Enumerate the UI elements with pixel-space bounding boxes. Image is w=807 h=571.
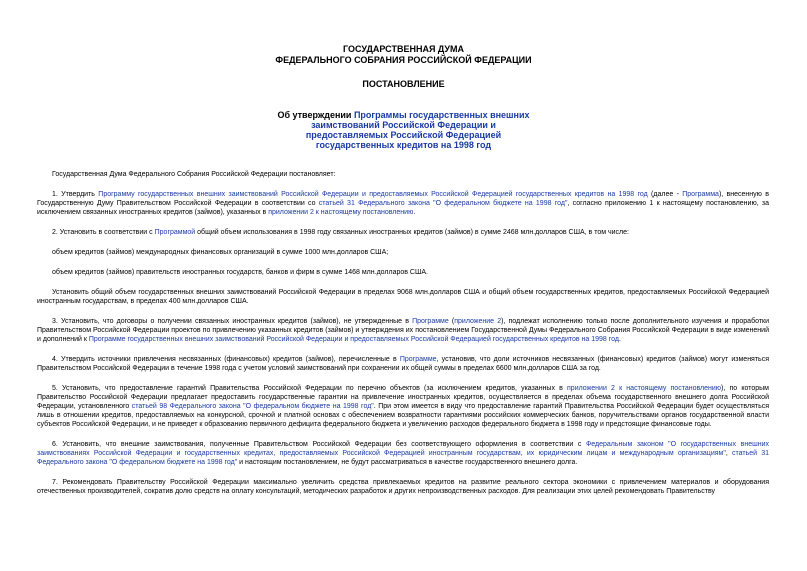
paragraph-7: 7. Рекомендовать Правительству Российской Федерации максимально увеличить средства привлекаемых кредитов на развитие реального сектора экономики с привлечением материалов и оборудования отечественных производителей, сократив долю средств на оплату консультаций, методических разработок и других непроизводственных расходов. Для реализации этих целей рекомендовать Правительству: [37, 479, 769, 495]
program-link[interactable]: Программе: [399, 356, 437, 363]
paragraph-2: 2. Установить в соответствии с Программой общий объем использования в 1998 году связанных иностранных кредитов (займов) в сумме 2468 млн.долларов США, в том числе:: [52, 229, 629, 236]
paragraph-2a: объем кредитов (займов) международных финансовых организаций в сумме 1000 млн.долларов США;: [52, 249, 389, 256]
paragraph-6: 6. Установить, что внешние заимствования, полученные Правительством Российской Федерации без соответствующего оформления в соответствии с Федеральным законом "О государственных внешних заимствованиях Российской Федерации и государственных кредитах, предоставляемых Российской Федерацией иностранным государствам, их юридическим лицам и международным организациям", статьей 31 Федерального закона "О федеральном бюджете на 1998 год" и настоящим постановлением, не будут рассматриваться в качестве государственного внешнего долга.: [37, 441, 770, 466]
paragraph-2c: Установить общий объем государственных внешних заимствований Российской Федерации в пределах 9068 млн.долларов США и общий объем государственных кредитов, предоставляемых Российской Федерацией иностранным государствам, в пределах 400 млн.долларов США.: [37, 289, 769, 305]
paragraph-3: 3. Установить, что договоры о получении связанных иностранных кредитов (займов), не утвержденные в Программе (приложение 2), подлежат исполнению только после дополнительного изучения и проработки Правительством Российской Федерации проектов по привлечению указанных кредитов (займов) и утверждения их постановлением Государственной Думы Федерального Собрания Российской Федерации в виде изменений и дополнений к Программе государственных внешних заимствований Российской Федерации и предоставляемых Российской Федерацией государственных кредитов на 1998 год.: [37, 318, 770, 343]
program-link[interactable]: Программой: [154, 229, 196, 236]
appendix-2-link[interactable]: приложении 2 к настоящему постановлению: [567, 385, 722, 392]
document-type: ПОСТАНОВЛЕНИЕ: [362, 79, 445, 89]
title-link[interactable]: предоставляемых Российской Федерацией: [305, 130, 502, 140]
law-article-31-link[interactable]: статьей 31 Федерального закона "О федеральном бюджете на 1998 год": [318, 200, 568, 207]
program-link[interactable]: Программе: [412, 318, 449, 325]
law-article-98-link[interactable]: статьей 98 Федерального закона "О федеральном бюджете на 1998 год": [131, 403, 374, 410]
header-line-assembly: ФЕДЕРАЛЬНОГО СОБРАНИЯ РОССИЙСКОЙ ФЕДЕРАЦИИ: [275, 55, 532, 65]
federal-law-link[interactable]: Федеральным законом "О государственных внешних заимствованиях Российской Федерации и государственных кредитах, предоставляемых Российской Федерацией иностранным государствам, их юридическим лицам и международным организациям": [37, 441, 770, 457]
title-link[interactable]: заимствований Российской Федерации и: [311, 120, 496, 130]
paragraph-4: 4. Утвердить источники привлечения несвязанных (финансовых) кредитов (займов), перечисленные в Программе, установив, что доли источников несвязанных (финансовых) кредитов (займов) могут изменяться Правительством Российской Федерации в течение 1998 года с учетом условий заимствований при сохранении их общей суммы в пределах 6600 млн.долларов США за год.: [37, 356, 769, 372]
program-link[interactable]: Программе государственных внешних заимствований Российской Федерации и предоставляемых Российской Федерацией государственных кредитов на 1998 год: [88, 336, 619, 343]
paragraph-5: 5. Установить, что предоставление гарантий Правительства Российской Федерации по перечню объектов (за исключением кредитов, указанных в приложении 2 к настоящему постановлению), по которым Правительство Российской Федерации предлагает предоставить государственные гарантии на привлечение иностранных кредитов, осуществляется в пределах объема государственного внешнего долга Российской Федерации, установленного статьей 98 Федерального закона "О федеральном бюджете на 1998 год". При этом имеется в виду что предоставление гарантий Правительства Российской Федерации будет осуществляться лишь в отношении кредитов, предоставляемых на конкурсной, срочной и платной основах с обеспечением возвратности гарантиями российских коммерческих банков, поручительствами органов государственной власти субъектов Российской Федерации, и не приведет к образованию первичного дефицита федерального бюджета и увеличению расходов федерального бюджета в 1998 году и предстоящие финансовые годы.: [37, 385, 770, 428]
program-short-link[interactable]: Программа: [682, 191, 719, 198]
appendix-2-link[interactable]: приложении 2 к настоящему постановлению: [268, 209, 414, 216]
intro-paragraph: Государственная Дума Федерального Собрания Российской Федерации постановляет:: [52, 171, 336, 178]
title-link[interactable]: государственных кредитов на 1998 год: [315, 140, 492, 150]
title-prefix: Об утверждении: [277, 110, 354, 120]
document-title: [0, 110, 807, 150]
appendix-2-link[interactable]: приложение 2: [454, 318, 502, 325]
program-link[interactable]: Программу государственных внешних заимствований Российской Федерации и предоставляемых Российской Федерацией государственных кредитов на 1998 год: [98, 191, 648, 198]
law-article-31-link[interactable]: статьей 31 Федерального закона "О федеральном бюджете на 1998 год": [37, 450, 769, 466]
document-body: [37, 170, 769, 496]
title-link[interactable]: Программы государственных внешних: [353, 110, 530, 120]
paragraph-1: 1. Утвердить Программу государственных внешних заимствований Российской Федерации и предоставляемых Российской Федерацией государственных кредитов на 1998 год (далее - Программа), внесенную в Государственную Думу Правительством Российской Федерации в соответствии со статьей 31 Федерального закона "О федеральном бюджете на 1998 год", согласно приложению 1 к настоящему постановлению, за исключением связанных иностранных кредитов (займов), указанных в приложении 2 к настоящему постановлению.: [37, 191, 770, 216]
header-line-duma: ГОСУДАРСТВЕННАЯ ДУМА: [342, 44, 465, 54]
paragraph-2b: объем кредитов (займов) правительств иностранных государств, банков и фирм в сумме 1468 млн.долларов США.: [52, 269, 428, 276]
